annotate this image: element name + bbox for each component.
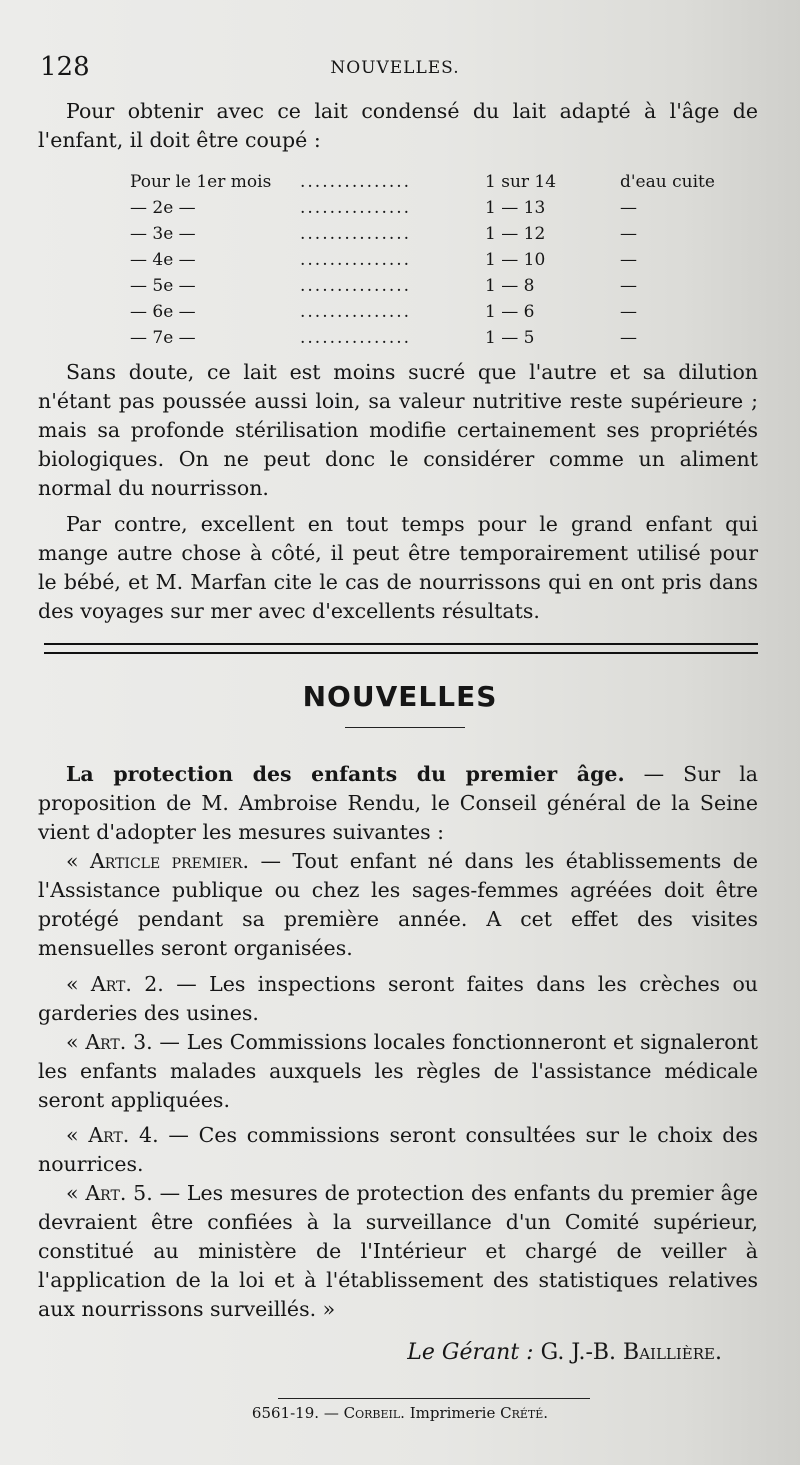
news-lead-title: La protection des enfants du premier âge. xyxy=(66,762,625,786)
row-unit: — xyxy=(620,276,637,296)
row-unit: — xyxy=(620,328,637,348)
row-unit: — xyxy=(620,198,637,218)
article-5-text: — Les mesures de protection des enfants du premier âge devraient être confiées à la surveillance d'un Comité supérieur, constitué au ministère de l'Intérieur et chargé de veiller à l'application de la loi et à l'établissement des statistiques relatives aux nourrissons surveillés. » xyxy=(38,1181,758,1321)
printer-code: 6561-19. xyxy=(251,1404,320,1422)
page-number: 128 xyxy=(40,52,90,82)
page-header xyxy=(40,52,750,86)
running-head: NOUVELLES. xyxy=(330,58,460,78)
leader-dots: ............... xyxy=(300,250,412,270)
article-1-text: — Tout enfant né dans les établissements de l'Assistance publique ou chez les sages-femmes agréées doit être protégé pendant sa première année. A cet effet des visites mensuelles seront organisées. xyxy=(38,849,758,960)
row-unit: — xyxy=(620,250,637,270)
row-label: — 6e — xyxy=(130,302,196,322)
article-3 xyxy=(38,1028,758,1115)
printer-dash: — xyxy=(323,1404,339,1422)
row-unit: d'eau cuite xyxy=(620,172,715,192)
article-2-text: — Les inspections seront faites dans les crèches ou garderies des usines. xyxy=(38,972,758,1025)
paragraph-sans-doute: Sans doute, ce lait est moins sucré que l'autre et sa dilution n'étant pas poussée aussi loin, sa valeur nutritive reste supérieure ; mais sa profonde stérilisation modifie certainement ses propriétés biologiques. On ne peut donc le considérer comme un aliment normal du nourrisson. xyxy=(38,360,758,500)
row-label: — 2e — xyxy=(130,198,196,218)
row-label: — 3e — xyxy=(130,224,196,244)
leader-dots: ............... xyxy=(300,302,412,322)
section-divider xyxy=(44,643,758,654)
article-5-label: « Art. 5. xyxy=(66,1181,153,1205)
table-row xyxy=(130,224,700,250)
article-5 xyxy=(38,1179,758,1324)
row-label: — 4e — xyxy=(130,250,196,270)
signature xyxy=(407,1340,722,1365)
row-unit: — xyxy=(620,224,637,244)
table-row xyxy=(130,276,700,302)
article-1-label: « Article premier. xyxy=(66,849,249,873)
row-label: — 5e — xyxy=(130,276,196,296)
signature-label: Le Gérant : xyxy=(407,1340,534,1365)
row-ratio: 1 — 12 xyxy=(485,224,546,244)
article-3-text: — Les Commissions locales fonctionneront et signaleront les enfants malades auxquels les règles de l'assistance médicale seront appliquées. xyxy=(38,1030,758,1112)
row-ratio: 1 — 6 xyxy=(485,302,535,322)
printer-name: Crété. xyxy=(500,1404,549,1422)
printer-line xyxy=(0,1404,800,1422)
leader-dots: ............... xyxy=(300,276,412,296)
leader-dots: ............... xyxy=(300,172,412,192)
article-4 xyxy=(38,1121,758,1179)
leader-dots: ............... xyxy=(300,198,412,218)
row-ratio: 1 — 8 xyxy=(485,276,535,296)
news-lead-text: — Sur la proposition de M. Ambroise Rendu, le Conseil général de la Seine vient d'adopter les mesures suivantes : xyxy=(38,762,758,844)
dilution-table xyxy=(130,172,715,354)
article-4-text: — Ces commissions seront consultées sur le choix des nourrices. xyxy=(38,1123,758,1176)
row-ratio: 1 — 13 xyxy=(485,198,546,218)
article-4-label: « Art. 4. xyxy=(66,1123,159,1147)
row-label: — 7e — xyxy=(130,328,196,348)
row-label: Pour le 1er mois xyxy=(130,172,272,192)
row-ratio: 1 — 5 xyxy=(485,328,535,348)
article-3-label: « Art. 3. xyxy=(66,1030,153,1054)
row-ratio: 1 — 10 xyxy=(485,250,546,270)
table-row xyxy=(130,172,715,198)
leader-dots: ............... xyxy=(300,328,412,348)
row-unit: — xyxy=(620,302,637,322)
article-2-label: « Art. 2. xyxy=(66,972,164,996)
row-ratio: 1 sur 14 xyxy=(485,172,557,192)
table-row xyxy=(130,198,700,224)
table-row xyxy=(130,302,700,328)
section-title: NOUVELLES xyxy=(302,680,498,713)
news-lead-paragraph xyxy=(38,760,758,847)
table-row xyxy=(130,328,700,354)
article-2 xyxy=(38,970,758,1028)
signature-name: G. J.-B. Baillière. xyxy=(540,1340,722,1365)
intro-paragraph: Pour obtenir avec ce lait condensé du lait adapté à l'âge de l'enfant, il doit être coupé : xyxy=(38,99,758,152)
title-underline xyxy=(345,727,465,728)
article-1 xyxy=(38,847,758,963)
footer-rule xyxy=(278,1398,590,1399)
paragraph-par-contre: Par contre, excellent en tout temps pour le grand enfant qui mange autre chose à côté, il peut être temporairement utilisé pour le bébé, et M. Marfan cite le cas de nourrissons qui en ont pris dans des voyages sur mer avec d'excellents résultats. xyxy=(38,512,758,623)
leader-dots: ............... xyxy=(300,224,412,244)
table-row xyxy=(130,250,700,276)
printer-town: Corbeil. xyxy=(343,1404,405,1422)
printer-text: Imprimerie xyxy=(409,1404,496,1422)
